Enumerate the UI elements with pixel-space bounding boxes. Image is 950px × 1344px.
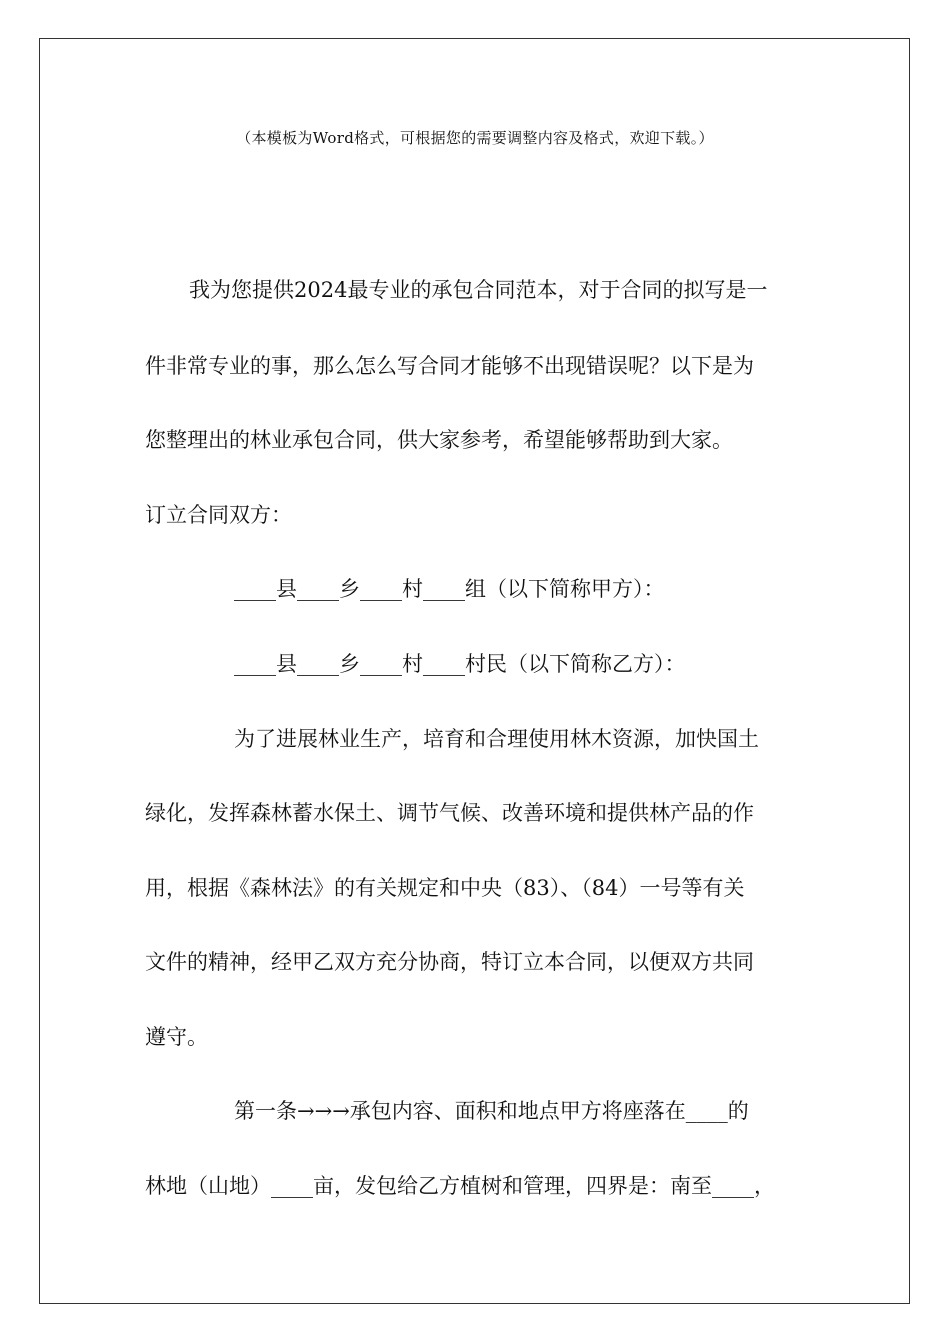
purpose-line-3: 用，根据《森林法》的有关规定和中央（83）、（84）一号等有关: [145, 876, 745, 900]
template-note: （本模板为Word格式，可根据您的需要调整内容及格式，欢迎下载。）: [236, 129, 714, 147]
purpose-line-5: 遵守。: [145, 1025, 208, 1049]
intro-line-3: 您整理出的林业承包合同，供大家参考，希望能够帮助到大家。: [145, 428, 733, 452]
party-a-line: ____县____乡____村____组（以下简称甲方）：: [234, 577, 665, 601]
article-1-line-2: 林地（山地）____亩，发包给乙方植树和管理，四界是：南至____，: [145, 1174, 775, 1198]
party-b-line: ____县____乡____村____村民（以下简称乙方）：: [234, 652, 686, 676]
parties-heading: 订立合同双方：: [145, 503, 292, 527]
purpose-line-4: 文件的精神，经甲乙双方充分协商，特订立本合同，以便双方共同: [145, 950, 754, 974]
purpose-line-2: 绿化，发挥森林蓄水保土、调节气候、改善环境和提供林产品的作: [145, 801, 754, 825]
purpose-line-1: 为了进展林业生产，培育和合理使用林木资源，加快国土: [234, 727, 759, 751]
intro-line-1: 我为您提供2024最专业的承包合同范本，对于合同的拟写是一: [189, 278, 768, 302]
article-1-line-1: 第一条→→→承包内容、面积和地点甲方将座落在____的: [234, 1099, 749, 1123]
intro-line-2: 件非常专业的事，那么怎么写合同才能够不出现错误呢？以下是为: [145, 354, 754, 378]
